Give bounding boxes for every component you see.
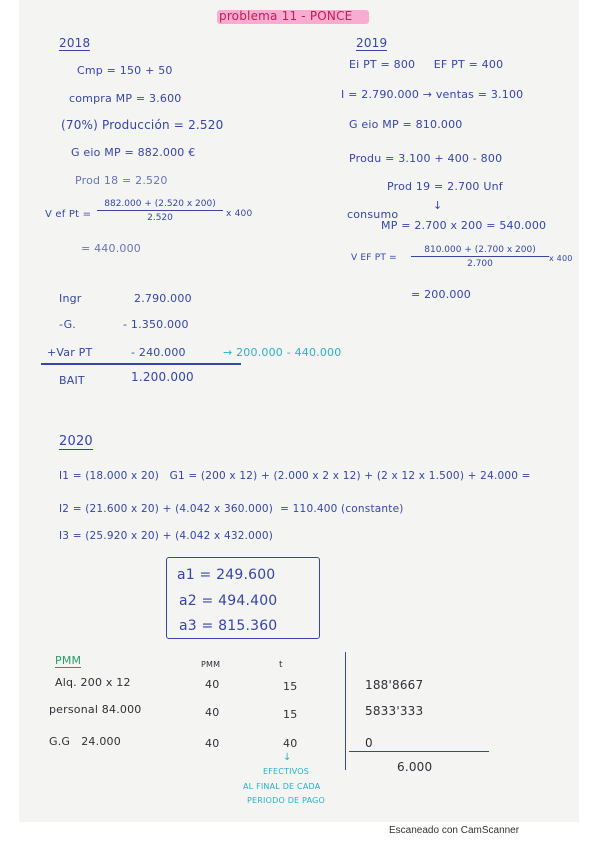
vef-fraction-2019: [411, 245, 549, 269]
pmm-note-2: PERIODO DE PAGO: [247, 796, 325, 805]
line-2019-ingresos: I = 2.790.000 → ventas = 3.100: [341, 88, 524, 101]
summary-value-var: - 240.000: [131, 346, 186, 359]
heading-2018: 2018: [59, 36, 91, 50]
pmm-total: 6.000: [397, 760, 433, 774]
summary-value-ingr: 2.790.000: [134, 292, 192, 305]
summary-label-bait: BAIT: [59, 374, 85, 387]
summary-value-bait: 1.200.000: [131, 370, 194, 384]
pmm-total-divider: [349, 751, 489, 752]
page-title: problema 11 - PONCE: [219, 9, 353, 23]
pmm-row-result-2: 0: [365, 736, 373, 750]
pmm-note-1: AL FINAL DE CADA: [243, 782, 321, 791]
summary-label-var: +Var PT: [47, 346, 93, 359]
pmm-col-t: t: [279, 660, 283, 670]
vef-denominator-2018: 2.520: [147, 213, 173, 223]
vef-numerator-2019: 810.000 + (2.700 x 200): [411, 245, 549, 257]
line-2018-cmp: Cmp = 150 + 50: [77, 64, 173, 77]
pmm-row-pmm-0: 40: [205, 678, 220, 691]
annuity-a3: a3 = 815.360: [179, 618, 278, 634]
vef-denominator-2019: 2.700: [467, 259, 493, 269]
annuity-a2: a2 = 494.400: [179, 593, 278, 609]
line-2018-produccion: (70%) Producción = 2.520: [61, 118, 224, 132]
heading-2019: 2019: [356, 36, 388, 50]
pmm-row-pmm-1: 40: [205, 706, 220, 719]
heading-pmm: PMM: [55, 654, 82, 667]
annuity-a1: a1 = 249.600: [177, 567, 276, 583]
vef-fraction-2018: [97, 199, 223, 223]
pmm-vertical-divider: [345, 652, 346, 770]
line-2019-consumo: consumo: [347, 208, 399, 221]
scanner-watermark: Escaneado con CamScanner: [389, 825, 520, 836]
line-2019-produ: Produ = 3.100 + 400 - 800: [349, 152, 503, 165]
arrow-2019: ↓: [433, 199, 443, 212]
vef-label-2018: V ef Pt =: [45, 209, 92, 220]
line-2019-mp: MP = 2.700 x 200 = 540.000: [381, 219, 547, 232]
vef-result-2018: = 440.000: [81, 242, 142, 255]
pmm-row-result-0: 188'8667: [365, 678, 424, 692]
vef-mult-2019: x 400: [549, 254, 573, 263]
pmm-row-result-1: 5833'333: [365, 704, 424, 718]
vef-label-2019: V EF PT =: [351, 253, 397, 263]
heading-2020: 2020: [59, 434, 93, 449]
line-2020-i3: I3 = (25.920 x 20) + (4.042 x 432.000): [59, 530, 274, 542]
summary-value-g: - 1.350.000: [123, 318, 189, 331]
line-2019-prod: Prod 19 = 2.700 Unf: [387, 180, 503, 193]
summary-divider: [41, 363, 241, 365]
var-note: → 200.000 - 440.000: [223, 346, 342, 359]
vef-mult-2018: x 400: [226, 209, 253, 219]
pmm-arrow: ↓: [283, 752, 292, 763]
line-2020-i2: I2 = (21.600 x 20) + (4.042 x 360.000) = 110.400 (constante): [59, 503, 404, 515]
pmm-row-t-1: 15: [283, 708, 298, 721]
summary-label-ingr: Ingr: [59, 292, 82, 305]
summary-label-g: -G.: [59, 318, 76, 331]
pmm-col-pmm: PMM: [201, 660, 221, 669]
pmm-row-t-2: 40: [283, 737, 298, 750]
line-2018-compra: compra MP = 3.600: [69, 92, 182, 105]
line-2018-prod: Prod 18 = 2.520: [75, 174, 168, 187]
pmm-row-pmm-2: 40: [205, 737, 220, 750]
vef-result-2019: = 200.000: [411, 288, 472, 301]
line-2018-geio: G eio MP = 882.000 €: [71, 146, 196, 159]
vef-numerator-2018: 882.000 + (2.520 x 200): [97, 199, 223, 211]
pmm-row-label-1: personal 84.000: [49, 703, 142, 716]
line-2019-geio: G eio MP = 810.000: [349, 118, 463, 131]
pmm-row-label-0: Alq. 200 x 12: [55, 676, 131, 689]
pmm-row-t-0: 15: [283, 680, 298, 693]
pmm-row-label-2: G.G 24.000: [49, 735, 121, 748]
line-2019-stock: Ei PT = 800 EF PT = 400: [349, 58, 504, 71]
paper-sheet: [19, 0, 579, 822]
pmm-note-0: EFECTIVOS: [263, 767, 310, 776]
line-2020-i1: I1 = (18.000 x 20) G1 = (200 x 12) + (2.000 x 2 x 12) + (2 x 12 x 1.500) + 24.000 =: [59, 470, 531, 482]
